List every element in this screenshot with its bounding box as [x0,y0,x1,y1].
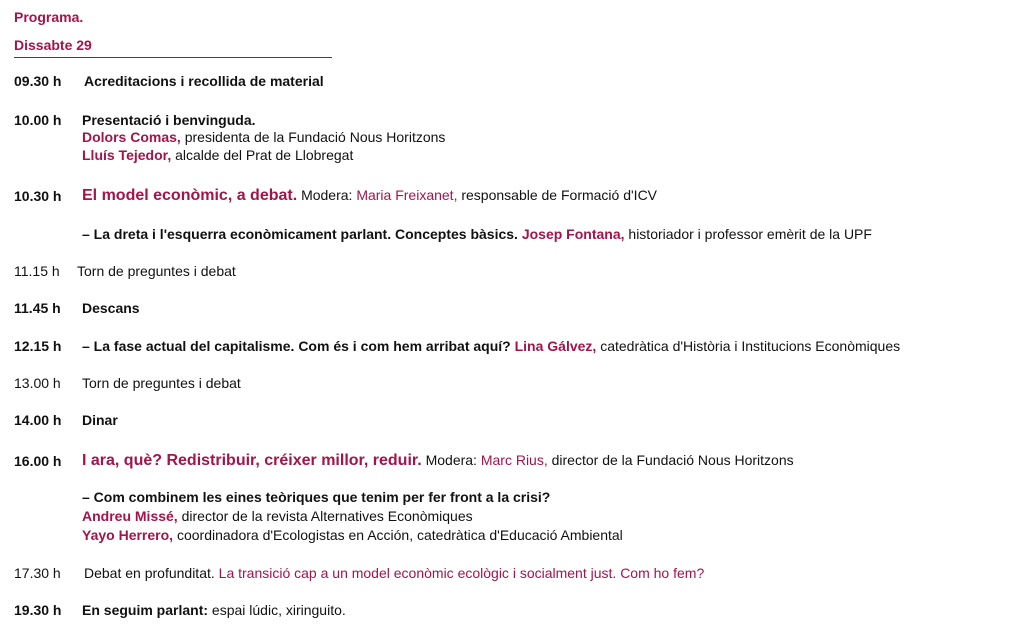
item-title: En seguim parlant: [82,602,209,618]
talk-eines-teoriques [82,489,550,506]
program-title: Programa. [14,9,84,25]
item-time: 19.30 h [14,602,62,618]
header-divider [14,57,332,58]
day-heading: Dissabte 29 [14,37,92,53]
item-time: 11.45 h [14,300,61,316]
speaker-name: Lina Gálvez, [514,338,597,354]
speaker-role: director de la revista Alternatives Econòmiques [181,508,473,524]
moderator-label: Modera: [301,187,353,203]
speaker-name: Dolors Comas, [82,129,181,145]
item-time: 14.00 h [14,412,62,428]
item-title: Presentació i benvinguda. [82,112,256,128]
talk-title: – La dreta i l'esquerra econòmicament parlant. Conceptes bàsics. [82,226,518,242]
speaker-name: Andreu Missé, [82,508,178,524]
item-detail: espai lúdic, xiringuito. [211,602,346,618]
item-time: 12.15 h [14,338,62,354]
moderator-role: director de la Fundació Nous Horitzons [551,452,794,468]
item-time: 11.15 h [14,263,60,279]
speaker-role: coordinadora d'Ecologistas en Acción, catedràtica d'Educació Ambiental [176,527,623,543]
speaker-role: historiador i professor emèrit de la UPF [628,226,872,242]
item-title: Torn de preguntes i debat [77,263,236,279]
moderator-name: Marc Rius, [480,452,548,468]
item-title: Acreditacions i recollida de material [84,73,324,89]
speaker-line [82,129,445,146]
speaker-name: Lluís Tejedor, [82,147,172,163]
item-title: Dinar [82,412,118,428]
moderator-role: responsable de Formació d'ICV [461,187,658,203]
talk-title: – La fase actual del capitalisme. Com és i com hem arribat aquí? [82,338,511,354]
item-title: Descans [82,300,140,316]
speaker-name: Yayo Herrero, [82,527,174,543]
debate-question: La transició cap a un model econòmic ecològic i socialment just. Com ho fem? [218,565,705,581]
moderator-label: Modera: [425,452,477,468]
speaker-line [82,508,473,525]
item-time: 13.00 h [14,375,61,391]
item-time: 10.00 h [14,112,62,128]
item-time: 17.30 h [14,565,61,581]
speaker-role: catedràtica d'Història i Institucions Econòmiques [600,338,901,354]
item-title: I ara, què? Redistribuir, créixer millor, reduir. [82,452,422,469]
speaker-line [82,147,353,164]
item-time: 16.00 h [14,453,62,469]
speaker-name: Josep Fontana, [521,226,625,242]
talk-dreta-esquerra [82,226,872,243]
speaker-line [82,527,623,544]
speaker-role: alcalde del Prat de Llobregat [175,147,354,163]
item-title: Debat en profunditat. [84,565,215,581]
item-title: Torn de preguntes i debat [82,375,241,391]
item-title: El model econòmic, a debat. [82,187,298,204]
item-time: 10.30 h [14,188,62,204]
speaker-role: presidenta de la Fundació Nous Horitzons [184,129,446,145]
item-time: 09.30 h [14,73,62,89]
talk-title: – Com combinem les eines teòriques que tenim per fer front a la crisi? [82,489,551,505]
moderator-name: Maria Freixanet, [356,187,458,203]
